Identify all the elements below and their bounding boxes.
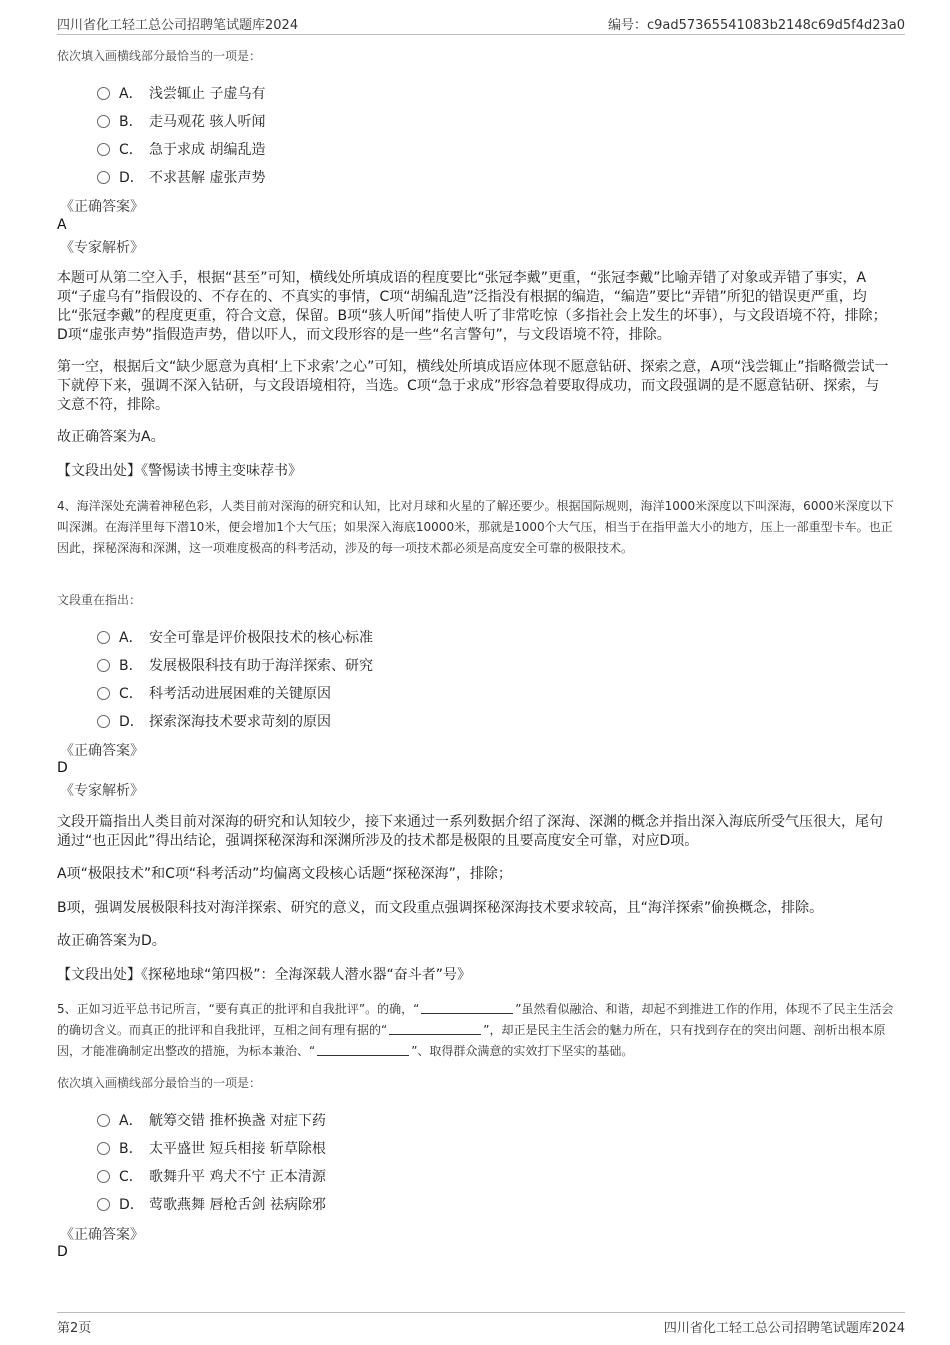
radio-icon[interactable]	[97, 631, 110, 644]
q3-analysis-paragraph-2: 第一空，根据后文“缺少愿意为真相‘上下求索’之心”可知，横线处所填成语应体现不愿意钻研、探索之意，A项“浅尝辄止”指略微尝试一下就停下来，强调不深入钻研，与文段语境相符，当选。C项“急于求成”形容急着要取得成功，而文段强调的是不愿意钻研、探索，与文意不符，排除。	[57, 359, 889, 413]
radio-icon[interactable]	[97, 1114, 110, 1127]
fill-blank-2	[389, 1022, 481, 1035]
q4-option-c[interactable]: C． 科考活动进展困难的关键原因	[97, 683, 331, 703]
header-title: 四川省化工轻工总公司招聘笔试题库2024	[57, 18, 299, 33]
q5-answer-label: 《正确答案》	[60, 1227, 144, 1243]
q4-analysis-conclusion: 故正确答案为D。	[57, 933, 166, 949]
page-header	[57, 10, 905, 35]
q4-analysis-label: 《专家解析》	[60, 783, 144, 799]
q5-option-d[interactable]: D． 莺歌燕舞 唇枪舌剑 祛病除邪	[97, 1194, 326, 1214]
radio-icon[interactable]	[97, 143, 110, 156]
page-footer	[57, 1312, 905, 1337]
q3-analysis-conclusion: 故正确答案为A。	[57, 429, 165, 445]
q4-prompt: 文段重在指出：	[57, 593, 142, 607]
page-number: 第2页	[57, 1321, 92, 1336]
q3-answer: A	[57, 217, 67, 233]
radio-icon[interactable]	[97, 1198, 110, 1211]
q4-stem: 4、海洋深处充满着神秘色彩，人类目前对深海的研究和认知，比对月球和火星的了解还要少。根据国际规则，海洋1000米深度以下叫深海，6000米深度以下叫深渊。在海洋里每下潜10米，便会增加1个大气压；如果深入海底10000米，那就是1000个大气压，相当于在指甲盖大小的地方，压上一部重型卡车。也正因此，探秘深海和深渊，这一项难度极高的科考活动，涉及的每一项技术都必须是高度安全可靠的极限技术。	[57, 499, 894, 555]
q5-stem: 5、正如习近平总书记所言，“要有真正的批评和自我批评”。的确，“ ”虽然看似融洽、和谐，却起不到推进工作的作用，体现不了民主生活会的确切含义。而真正的批评和自我批评，互相之间有理有据的“ ”，却正是民主生活会的魅力所在，只有找到存在的突出问题、剖析出根本原因，才能准确制定出整改的措施，为标本兼治、“ ”、取得群众满意的实效打下坚实的基础。	[57, 1002, 894, 1058]
q3-option-a[interactable]: A． 浅尝辄止 子虚乌有	[97, 83, 265, 103]
q4-source: 【文段出处】《探秘地球“第四极”：全海深载人潜水器“奋斗者”号》	[57, 967, 472, 983]
radio-icon[interactable]	[97, 1170, 110, 1183]
q4-analysis-paragraph-1: 文段开篇指出人类目前对深海的研究和认知较少，接下来通过一系列数据介绍了深海、深渊的概念并指出深入海底所受气压很大，尾句通过“也正因此”得出结论，强调探秘深海和深渊所涉及的技术都是极限的且要高度安全可靠，对应D项。	[57, 814, 883, 849]
radio-icon[interactable]	[97, 715, 110, 728]
radio-icon[interactable]	[97, 171, 110, 184]
q5-option-b[interactable]: B． 太平盛世 短兵相接 斩草除根	[97, 1138, 326, 1158]
q3-analysis-paragraph-1: 本题可从第二空入手，根据“甚至”可知，横线处所填成语的程度要比“张冠李戴”更重，“张冠李戴”比喻弄错了对象或弄错了事实，A项“子虚乌有”指假设的、不存在的、不真实的事情，C项“胡编乱造”泛指没有根据的编造，“编造”要比“弄错”所犯的错误更严重，均比“张冠李戴”的程度更重，符合文意，保留。B项“骇人听闻”指使人听了非常吃惊（多指社会上发生的坏事），与文段语境不符，排除；D项“虚张声势”指假造声势，借以吓人，而文段形容的是一些“名言警句”，与文段语境不符，排除。	[57, 270, 887, 343]
fill-blank-3	[317, 1043, 409, 1056]
q3-source: 【文段出处】《警惕读书博主变味荐书》	[57, 463, 302, 479]
q3-option-d[interactable]: D． 不求甚解 虚张声势	[97, 167, 265, 187]
q3-option-b[interactable]: B． 走马观花 骇人听闻	[97, 111, 265, 131]
radio-icon[interactable]	[97, 87, 110, 100]
q5-option-a[interactable]: A． 觥筹交错 推杯换盏 对症下药	[97, 1110, 326, 1130]
q4-option-b[interactable]: B． 发展极限科技有助于海洋探索、研究	[97, 655, 373, 675]
q4-option-d[interactable]: D． 探索深海技术要求苛刻的原因	[97, 711, 331, 731]
q3-option-c[interactable]: C． 急于求成 胡编乱造	[97, 139, 265, 159]
q5-prompt: 依次填入画横线部分最恰当的一项是：	[57, 1076, 262, 1090]
q5-option-c[interactable]: C． 歌舞升平 鸡犬不宁 正本清源	[97, 1166, 326, 1186]
radio-icon[interactable]	[97, 687, 110, 700]
q4-analysis-paragraph-3: B项，强调发展极限科技对海洋探索、研究的意义，而文段重点强调探秘深海技术要求较高，且“海洋探索”偷换概念，排除。	[57, 900, 824, 916]
radio-icon[interactable]	[97, 1142, 110, 1155]
q4-option-a[interactable]: A． 安全可靠是评价极限技术的核心标准	[97, 627, 373, 647]
q5-answer: D	[57, 1244, 68, 1260]
q4-analysis-paragraph-2: A项“极限技术”和C项“科考活动”均偏离文段核心话题“探秘深海”，排除；	[57, 866, 512, 882]
q4-answer-label: 《正确答案》	[60, 743, 144, 759]
q4-answer: D	[57, 760, 68, 776]
radio-icon[interactable]	[97, 659, 110, 672]
header-doc-id: 编号：c9ad57365541083b2148c69d5f4d23a0	[607, 18, 905, 33]
fill-blank-1	[421, 1001, 513, 1014]
q3-analysis-label: 《专家解析》	[60, 240, 144, 256]
q3-answer-label: 《正确答案》	[60, 199, 144, 215]
q3-prompt: 依次填入画横线部分最恰当的一项是：	[57, 49, 262, 63]
radio-icon[interactable]	[97, 115, 110, 128]
footer-title: 四川省化工轻工总公司招聘笔试题库2024	[663, 1321, 905, 1336]
